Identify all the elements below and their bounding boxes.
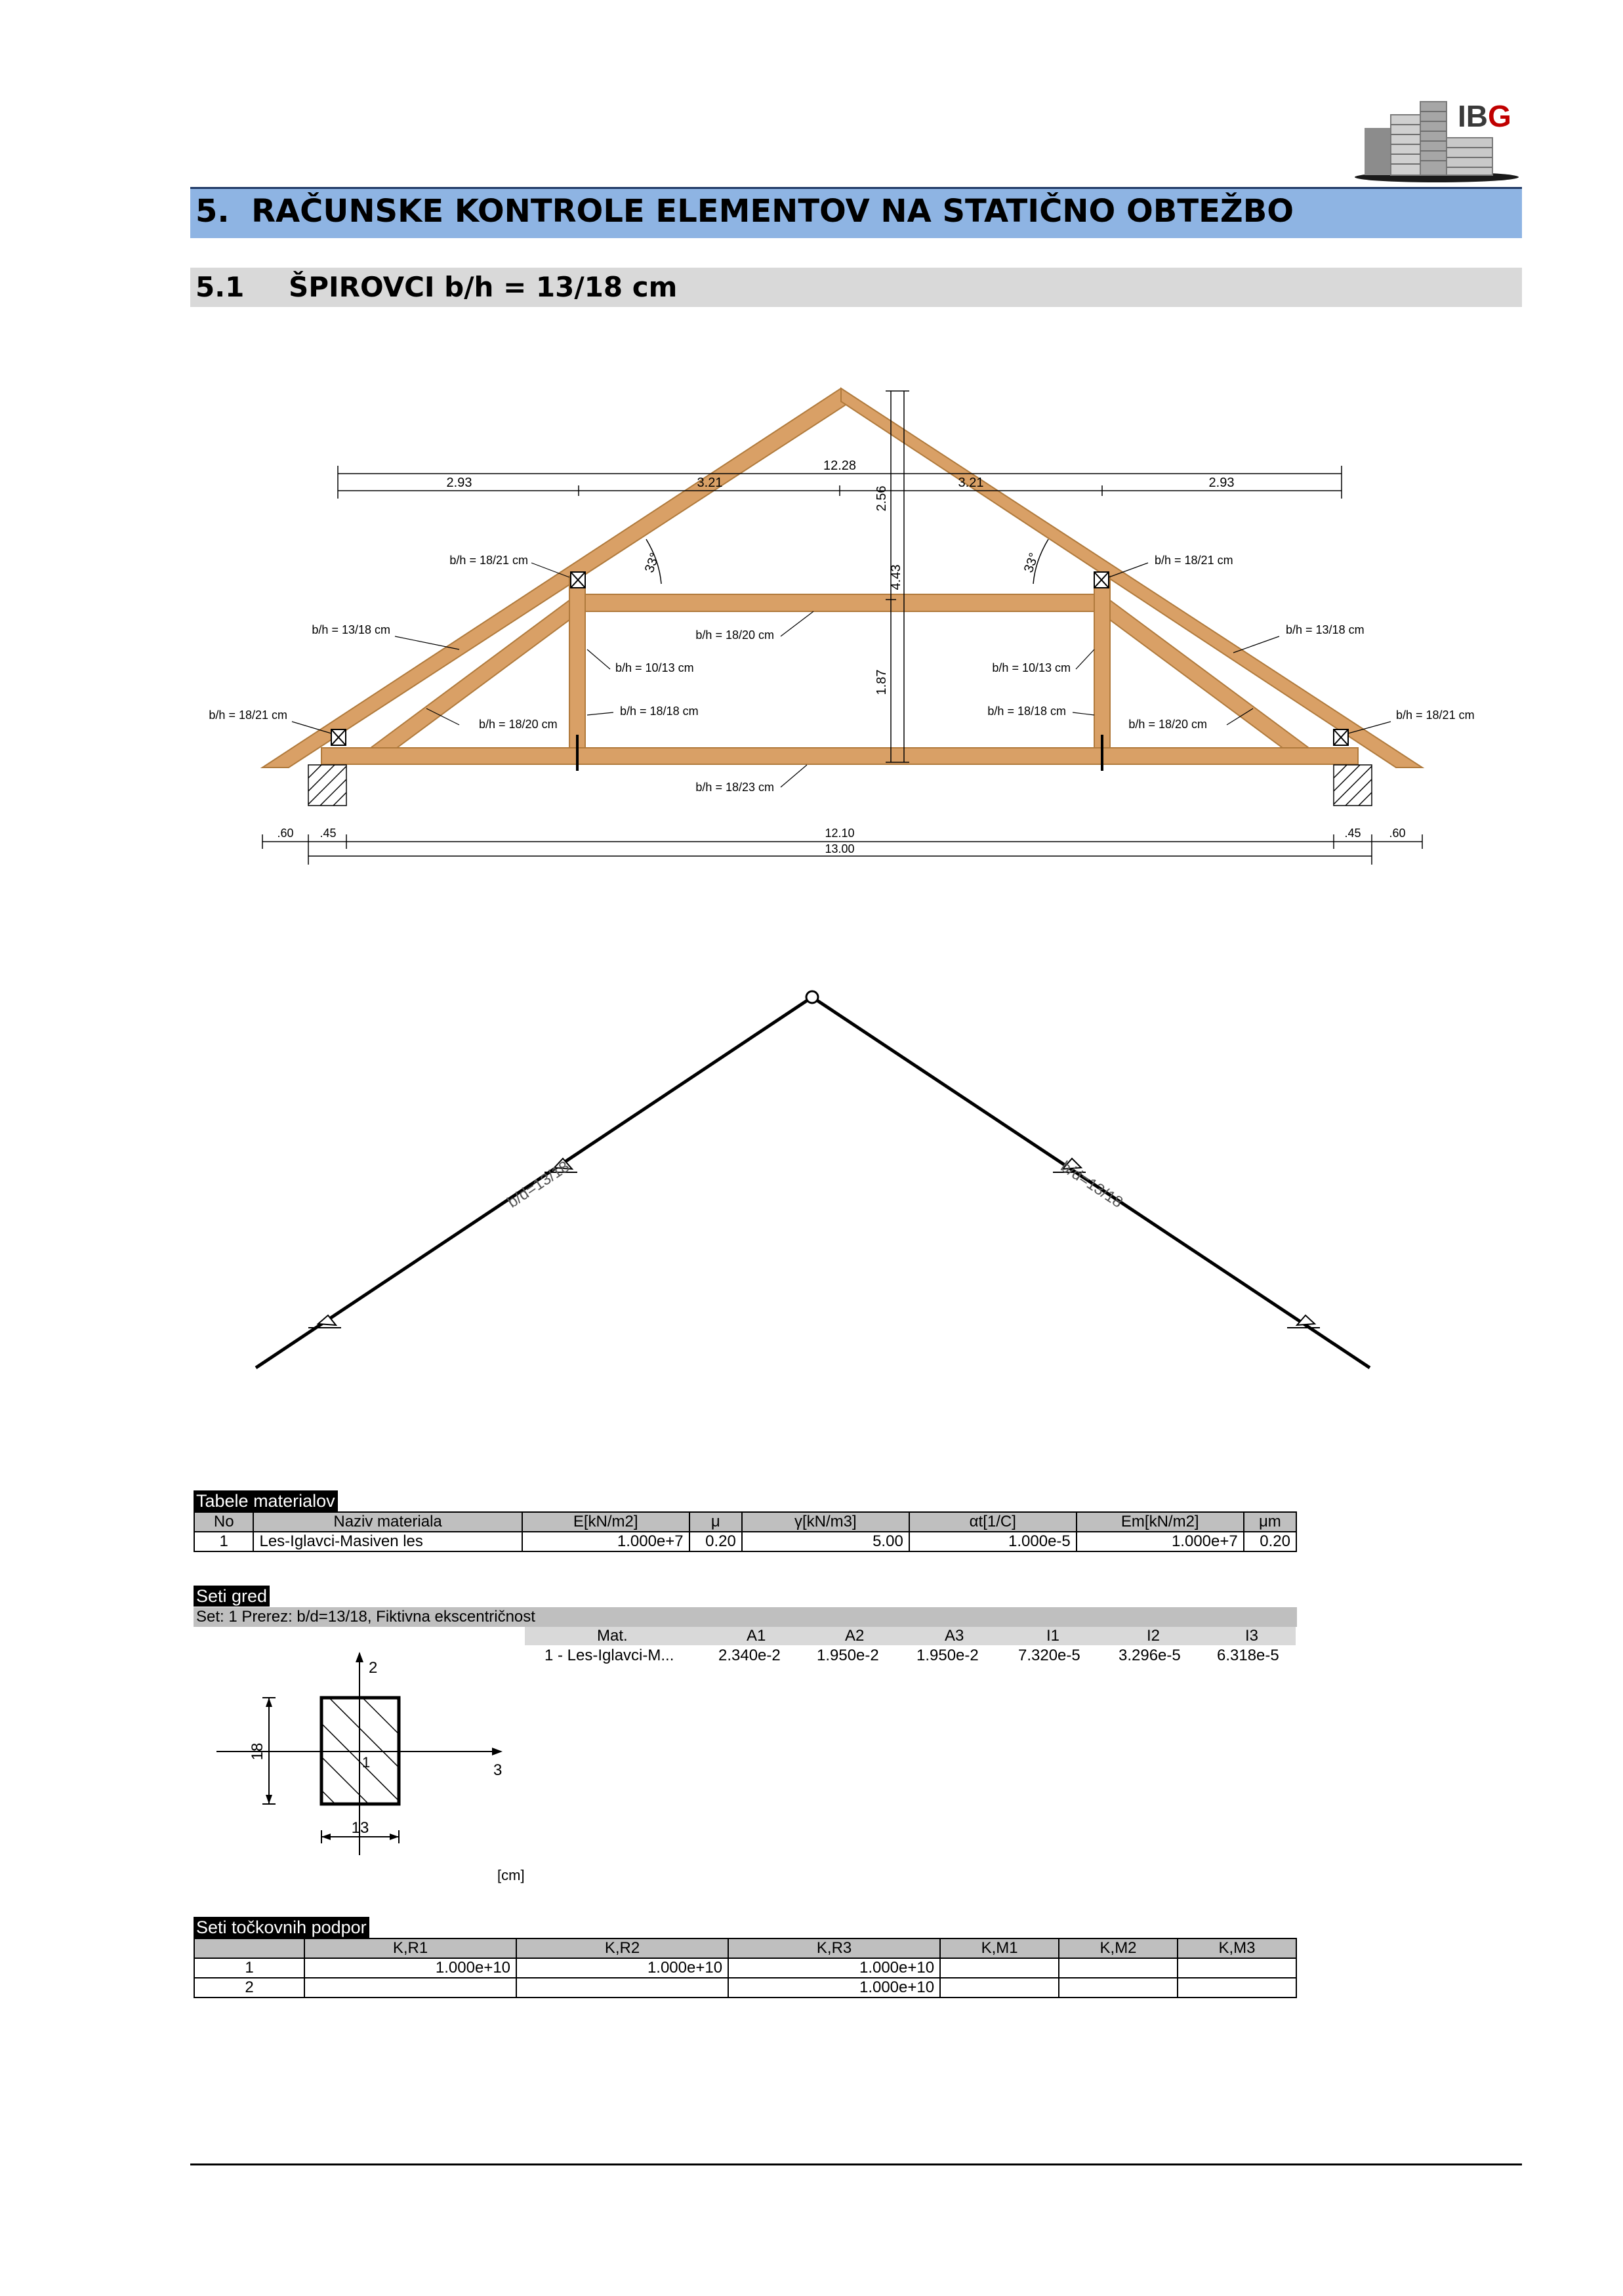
logo-text: IBG	[1458, 99, 1511, 133]
sup-cell: 1	[194, 1958, 304, 1978]
sup-col-kr3: K,R3	[728, 1938, 940, 1958]
mat-cell: 1	[194, 1532, 253, 1551]
prop-val-a2: 1.950e-2	[817, 1647, 879, 1664]
collar-beam	[577, 594, 1102, 611]
table-row	[194, 1532, 1296, 1551]
materials-title: Tabele materialov	[194, 1490, 338, 1511]
sup-cell	[1178, 1958, 1296, 1978]
supports-header-row	[194, 1938, 1296, 1958]
sup-col-id	[194, 1938, 304, 1958]
sup-col-km3: K,M3	[1178, 1938, 1296, 1958]
sup-cell: 1.000e+10	[728, 1958, 940, 1978]
prop-head-mat: Mat.	[597, 1627, 628, 1645]
dim-top-3: 3.21	[958, 476, 984, 490]
label-collar: b/h = 18/20 cm	[695, 628, 774, 642]
mat-col-gamma: γ[kN/m3]	[742, 1512, 909, 1532]
sup-cell: 1.000e+10	[304, 1958, 516, 1978]
heading2-title: ŠPIROVCI b/h = 13/18 cm	[289, 271, 678, 303]
sup-cell	[1059, 1978, 1178, 1998]
label-right-eave: b/h = 18/21 cm	[1396, 708, 1475, 722]
mat-cell: 1.000e+7	[522, 1532, 689, 1551]
label-right-post-top: b/h = 10/13 cm	[992, 661, 1071, 674]
prop-val-i1: 7.320e-5	[1018, 1647, 1080, 1664]
beam-props	[525, 1627, 1296, 1666]
dim-top-4: 2.93	[1208, 476, 1235, 490]
prop-val-a1: 2.340e-2	[718, 1647, 781, 1664]
heading1: 5. RAČUNSKE KONTROLE ELEMENTOV NA STATIČNO OBTEŽBO	[195, 193, 1294, 230]
static-model	[0, 971, 1623, 1391]
sup-cell	[940, 1978, 1059, 1998]
sup-cell: 1.000e+10	[516, 1958, 728, 1978]
label-right-strut: b/h = 18/20 cm	[1128, 718, 1207, 731]
prop-val-i3: 6.318e-5	[1217, 1647, 1279, 1664]
prop-val-i2: 3.296e-5	[1119, 1647, 1181, 1664]
label-right-rafter: b/h = 13/18 cm	[1286, 623, 1365, 636]
supports-table	[194, 1938, 1297, 1998]
unit-label: [cm]	[497, 1867, 525, 1883]
right-rafter	[841, 388, 1422, 768]
dim-bottom-3: 12.10	[825, 827, 855, 840]
model-label-left: b/d=13/18	[504, 1157, 573, 1212]
label-left-strut: b/h = 18/20 cm	[479, 718, 558, 731]
label-left-rafter-top: b/h = 18/21 cm	[449, 554, 528, 567]
footer-rule	[190, 2163, 1522, 2165]
label-right-post: b/h = 18/18 cm	[987, 705, 1066, 718]
table-row	[194, 1978, 1296, 1998]
dim-total-top: 12.28	[823, 459, 857, 473]
table-row	[194, 1958, 1296, 1978]
mat-col-e: E[kN/m2]	[522, 1512, 689, 1532]
label-left-post-top: b/h = 10/13 cm	[615, 661, 694, 674]
mat-cell: 1.000e-5	[909, 1532, 1077, 1551]
mat-col-em: Em[kN/m2]	[1077, 1512, 1244, 1532]
sup-cell	[1178, 1978, 1296, 1998]
sup-col-km2: K,M2	[1059, 1938, 1178, 1958]
prop-head-i2: I2	[1147, 1627, 1161, 1645]
mat-col-mu: μ	[689, 1512, 742, 1532]
cross-section-diagram	[197, 1640, 538, 1889]
axis-1-label: 1	[362, 1754, 371, 1771]
sup-col-kr1: K,R1	[304, 1938, 516, 1958]
prop-val-a3: 1.950e-2	[916, 1647, 979, 1664]
label-right-rafter-top: b/h = 18/21 cm	[1155, 554, 1233, 567]
dim-vert-3: 1.87	[874, 669, 889, 695]
label-tie-beam: b/h = 18/23 cm	[695, 781, 774, 794]
prop-head-a2: A2	[845, 1627, 865, 1645]
dim-bottom-5: .60	[1389, 827, 1406, 840]
axis-3-label: 3	[493, 1761, 503, 1779]
prop-head-a1: A1	[747, 1627, 766, 1645]
height-label: 18	[249, 1742, 266, 1761]
materials-table	[194, 1511, 1297, 1552]
dim-top-1: 2.93	[446, 476, 472, 490]
prop-val-mat: 1 - Les-Iglavci-M...	[544, 1647, 674, 1664]
beam-sets-title: Seti gred	[194, 1586, 270, 1607]
sup-cell: 2	[194, 1978, 304, 1998]
prop-head-a3: A3	[945, 1627, 964, 1645]
dim-vert-1: 2.56	[874, 485, 889, 512]
label-left-post: b/h = 18/18 cm	[620, 705, 699, 718]
truss-drawing	[0, 367, 1623, 892]
supports-title: Seti točkovnih podpor	[194, 1917, 369, 1938]
dim-vert-2: 4.43	[889, 564, 903, 590]
mat-col-no: No	[194, 1512, 253, 1532]
dim-bottom-1: .60	[277, 827, 294, 840]
beam-set-line: Set: 1 Prerez: b/d=13/18, Fiktivna ekscentričnost	[194, 1607, 1297, 1627]
sup-cell: 1.000e+10	[728, 1978, 940, 1998]
dim-bottom-2: .45	[319, 827, 337, 840]
label-left-eave: b/h = 18/21 cm	[209, 708, 287, 722]
heading2-number: 5.1	[195, 271, 245, 303]
sup-cell	[516, 1978, 728, 1998]
right-post	[1094, 576, 1110, 748]
axis-2-label: 2	[369, 1659, 378, 1677]
mat-cell: 5.00	[742, 1532, 909, 1551]
mat-cell: 0.20	[1244, 1532, 1296, 1551]
mat-col-mum: μm	[1244, 1512, 1296, 1532]
model-label-right: b/d=13/18	[1057, 1157, 1126, 1212]
left-post	[569, 576, 585, 748]
dim-total-bottom: 13.00	[825, 842, 855, 855]
mat-cell: Les-Iglavci-Masiven les	[253, 1532, 522, 1551]
sup-cell	[304, 1978, 516, 1998]
sup-cell	[1059, 1958, 1178, 1978]
mat-col-alpha: αt[1/C]	[909, 1512, 1077, 1532]
dim-bottom-4: .45	[1344, 827, 1361, 840]
materials-header-row	[194, 1512, 1296, 1532]
angle-left: 33°	[642, 550, 663, 575]
mat-col-name: Naziv materiala	[253, 1512, 522, 1532]
mat-cell: 1.000e+7	[1077, 1532, 1244, 1551]
prop-head-i1: I1	[1046, 1627, 1060, 1645]
prop-head-i3: I3	[1245, 1627, 1259, 1645]
width-label: 13	[351, 1819, 369, 1837]
sup-cell	[940, 1958, 1059, 1978]
sup-col-kr2: K,R2	[516, 1938, 728, 1958]
left-rafter	[262, 388, 853, 768]
angle-right: 33°	[1021, 550, 1042, 575]
sup-col-km1: K,M1	[940, 1938, 1059, 1958]
ridge-hinge	[806, 991, 818, 1003]
mat-cell: 0.20	[689, 1532, 742, 1551]
dim-top-2: 3.21	[697, 476, 723, 490]
tie-beam	[321, 748, 1358, 764]
label-left-rafter: b/h = 13/18 cm	[312, 623, 390, 636]
